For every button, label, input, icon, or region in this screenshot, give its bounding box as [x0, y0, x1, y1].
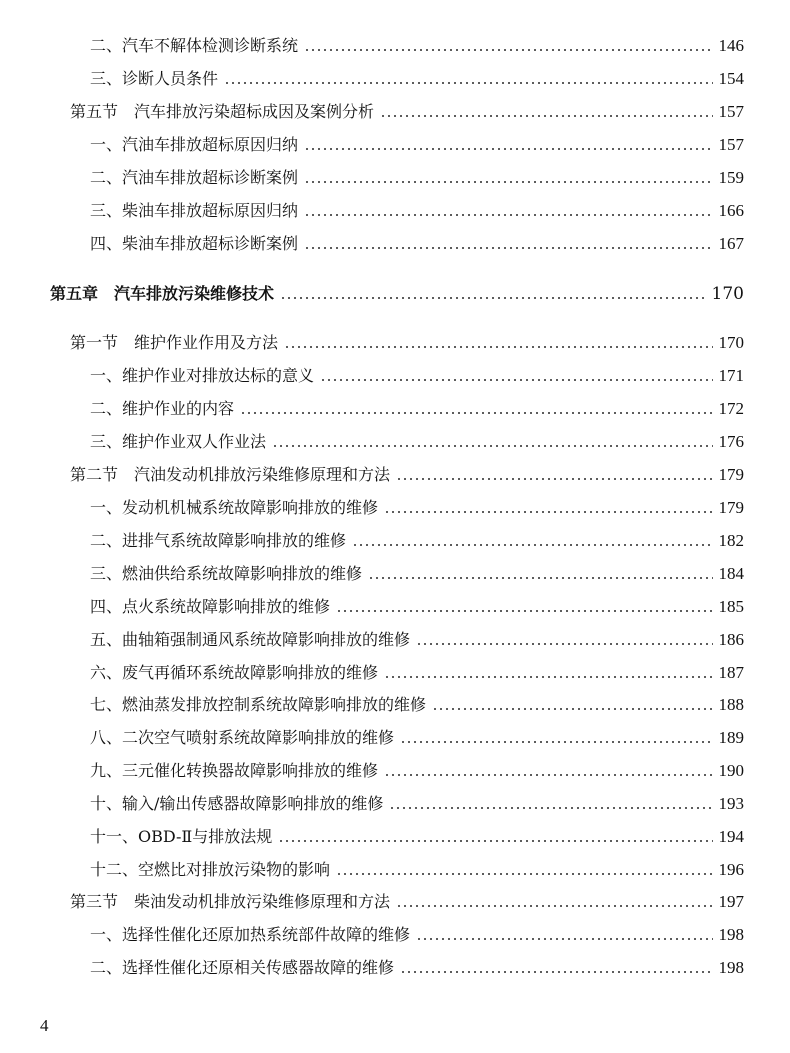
toc-entry-title: 十、输入/输出传感器故障影响排放的维修 — [90, 794, 384, 813]
toc-entry-title: 一、发动机机械系统故障影响排放的维修 — [90, 498, 379, 517]
dot-leader — [272, 445, 712, 447]
toc-entry-page: 154 — [718, 69, 744, 88]
toc-entry-page: 179 — [718, 498, 744, 517]
toc-entry — [90, 396, 744, 422]
toc-entry — [90, 495, 744, 521]
dot-leader — [416, 643, 712, 645]
toc-entry-title: 十一、OBD-Ⅱ与排放法规 — [90, 827, 273, 846]
toc-entry-page: 189 — [718, 728, 744, 747]
dot-leader — [304, 49, 712, 51]
dot-leader — [304, 148, 712, 150]
toc-entry-page: 172 — [718, 399, 744, 418]
toc-entry — [90, 363, 744, 389]
dot-leader — [416, 938, 712, 940]
toc-section-page: 157 — [718, 102, 744, 121]
toc-entry-page: 193 — [718, 794, 744, 813]
toc-entry-title: 二、汽车不解体检测诊断系统 — [90, 36, 299, 55]
toc-section — [70, 99, 744, 125]
dot-leader — [278, 840, 712, 842]
toc-entry — [90, 824, 744, 850]
toc-entry-page: 157 — [718, 135, 744, 154]
dot-leader — [380, 115, 712, 117]
toc-entry-page: 159 — [718, 168, 744, 187]
toc-entry-page: 194 — [718, 827, 744, 846]
toc-entry — [90, 528, 744, 554]
toc-entry — [90, 791, 744, 817]
toc-chapter-title: 第五章 汽车排放污染维修技术 — [50, 284, 275, 303]
toc-entry-title: 三、维护作业双人作业法 — [90, 432, 267, 451]
toc-entry — [90, 33, 744, 59]
toc-entry-page: 188 — [718, 695, 744, 714]
dot-leader — [284, 346, 712, 348]
toc-entry-page: 187 — [718, 663, 744, 682]
toc-entry-title: 一、选择性催化还原加热系统部件故障的维修 — [90, 925, 411, 944]
dot-leader — [304, 214, 712, 216]
toc-section — [70, 889, 744, 915]
dot-leader — [336, 610, 712, 612]
toc-entry-page: 166 — [718, 201, 744, 220]
toc-section — [70, 462, 744, 488]
dot-leader — [304, 247, 712, 249]
toc-entry-title: 七、燃油蒸发排放控制系统故障影响排放的维修 — [90, 695, 427, 714]
dot-leader — [224, 82, 712, 84]
dot-leader — [280, 297, 706, 299]
toc-entry-title: 十二、空燃比对排放污染物的影响 — [90, 860, 331, 879]
toc-entry-page: 185 — [718, 597, 744, 616]
dot-leader — [368, 577, 712, 579]
toc-entry-title: 四、柴油车排放超标诊断案例 — [90, 234, 299, 253]
toc-entry-page: 198 — [718, 958, 744, 977]
toc-entry-title: 五、曲轴箱强制通风系统故障影响排放的维修 — [90, 630, 411, 649]
toc-entry-title: 四、点火系统故障影响排放的维修 — [90, 597, 331, 616]
dot-leader — [352, 544, 712, 546]
dot-leader — [320, 379, 712, 381]
dot-leader — [384, 511, 712, 513]
toc-entry — [90, 692, 744, 718]
toc-entry — [90, 198, 744, 224]
dot-leader — [432, 708, 712, 710]
toc-entry — [90, 627, 744, 653]
toc-entry-title: 一、维护作业对排放达标的意义 — [90, 366, 315, 385]
toc-entry-page: 182 — [718, 531, 744, 550]
dot-leader — [240, 412, 712, 414]
dot-leader — [384, 774, 712, 776]
toc-section — [70, 330, 744, 356]
toc-section-page: 179 — [718, 465, 744, 484]
toc-entry — [90, 725, 744, 751]
toc-entry-page: 190 — [718, 761, 744, 780]
toc-entry-title: 二、汽油车排放超标诊断案例 — [90, 168, 299, 187]
toc-chapter-page: 170 — [711, 284, 744, 304]
dot-leader — [336, 873, 712, 875]
toc-section-title: 第三节 柴油发动机排放污染维修原理和方法 — [70, 892, 391, 911]
toc-entry — [90, 429, 744, 455]
toc-section-title: 第五节 汽车排放污染超标成因及案例分析 — [70, 102, 375, 121]
dot-leader — [304, 181, 712, 183]
toc-entry — [90, 594, 744, 620]
dot-leader — [389, 807, 712, 809]
toc-entry — [90, 758, 744, 784]
toc-entry-page: 198 — [718, 925, 744, 944]
dot-leader — [396, 478, 712, 480]
toc-entry — [90, 660, 744, 686]
toc-entry — [90, 231, 744, 257]
toc-entry — [90, 857, 744, 883]
toc-entry-page: 171 — [718, 366, 744, 385]
toc-entry-title: 三、诊断人员条件 — [90, 69, 219, 88]
page-number: 4 — [40, 1016, 49, 1035]
toc-entry-title: 二、维护作业的内容 — [90, 399, 235, 418]
toc-entry-title: 九、三元催化转换器故障影响排放的维修 — [90, 761, 379, 780]
toc-entry — [90, 922, 744, 948]
toc-section-title: 第一节 维护作业作用及方法 — [70, 333, 279, 352]
dot-leader — [400, 971, 712, 973]
toc-entry-page: 176 — [718, 432, 744, 451]
toc-entry — [90, 132, 744, 158]
toc-entry-title: 八、二次空气喷射系统故障影响排放的维修 — [90, 728, 395, 747]
toc-entry-title: 一、汽油车排放超标原因归纳 — [90, 135, 299, 154]
toc-entry-title: 三、燃油供给系统故障影响排放的维修 — [90, 564, 363, 583]
dot-leader — [396, 905, 712, 907]
toc-entry — [90, 66, 744, 92]
toc-entry-title: 二、进排气系统故障影响排放的维修 — [90, 531, 347, 550]
dot-leader — [400, 741, 712, 743]
toc-chapter — [50, 281, 744, 307]
toc-entry-page: 184 — [718, 564, 744, 583]
toc-entry-title: 六、废气再循环系统故障影响排放的维修 — [90, 663, 379, 682]
toc-entry — [90, 955, 744, 981]
toc-entry-page: 196 — [718, 860, 744, 879]
dot-leader — [384, 676, 712, 678]
toc-section-page: 197 — [718, 892, 744, 911]
toc-entry-page: 167 — [718, 234, 744, 253]
toc-section-page: 170 — [718, 333, 744, 352]
toc-section-title: 第二节 汽油发动机排放污染维修原理和方法 — [70, 465, 391, 484]
toc-entry — [90, 561, 744, 587]
toc-entry — [90, 165, 744, 191]
toc-entry-page: 146 — [718, 36, 744, 55]
toc-entry-title: 三、柴油车排放超标原因归纳 — [90, 201, 299, 220]
toc-entry-title: 二、选择性催化还原相关传感器故障的维修 — [90, 958, 395, 977]
toc-entry-page: 186 — [718, 630, 744, 649]
